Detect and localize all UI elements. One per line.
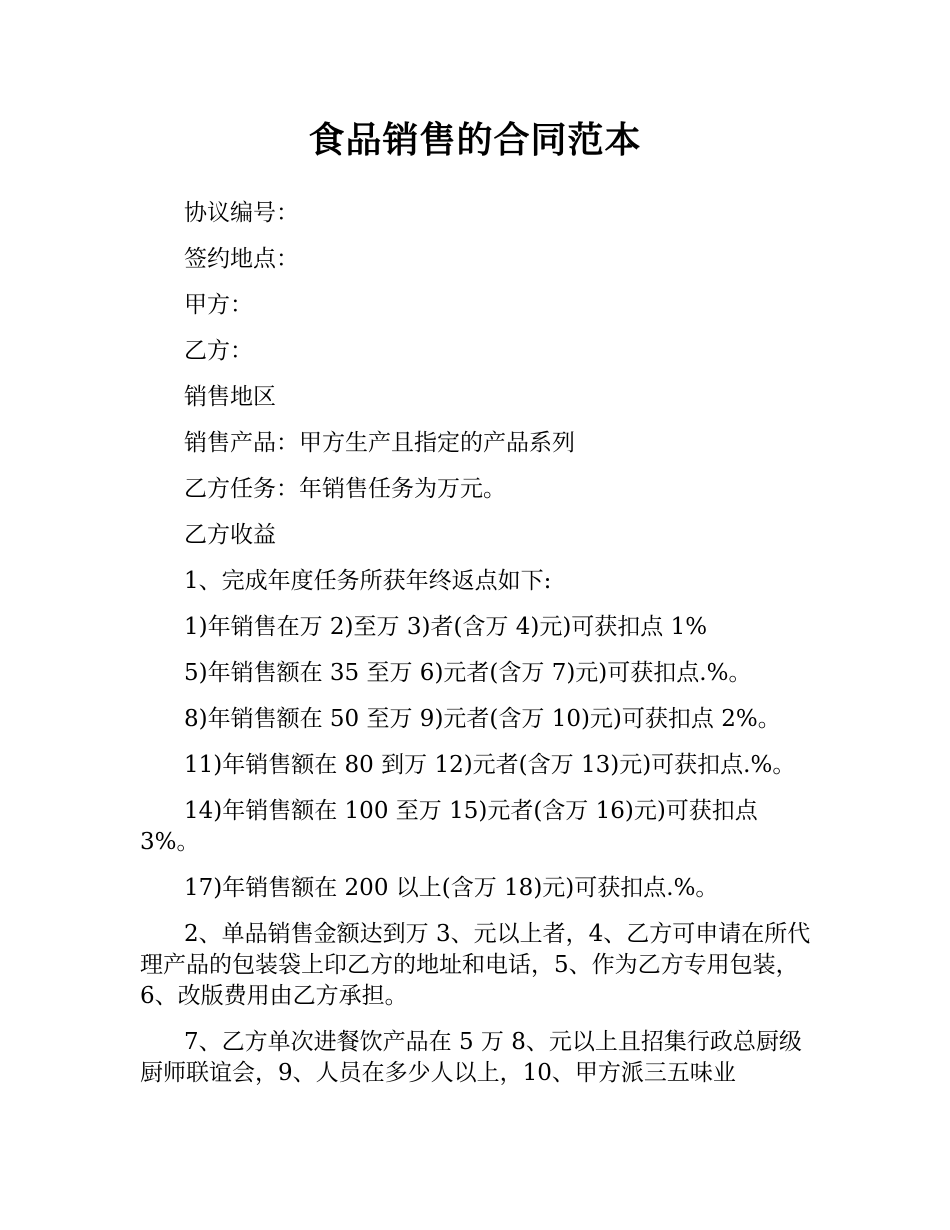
paragraph-party-b-income: 乙方收益 bbox=[184, 522, 276, 548]
paragraph-agreement-number: 协议编号： bbox=[184, 200, 299, 226]
paragraph-catering-clause: 7、乙方单次进餐饮产品在 5 万 8、元以上且招集行政总厨级厨师联谊会，9、人员在多少人以上，10、甲方派三五味业 bbox=[140, 1029, 802, 1086]
paragraph-sales-region: 销售地区 bbox=[184, 384, 276, 410]
document-body bbox=[140, 198, 812, 1104]
paragraph-rebate-tier: 1)年销售在万 2)至万 3)者(含万 4)元)可获扣点 1% bbox=[184, 614, 708, 640]
paragraph-rebate-tier: 17)年销售额在 200 以上(含万 18)元)可获扣点.%。 bbox=[184, 875, 719, 901]
paragraph-sales-products: 销售产品：甲方生产且指定的产品系列 bbox=[184, 430, 575, 456]
paragraph-signing-place: 签约地点： bbox=[184, 246, 299, 272]
paragraph-packaging-clause: 2、单品销售金额达到万 3、元以上者，4、乙方可申请在所代理产品的包装袋上印乙方的地址和电话，5、作为乙方专用包装，6、改版费用由乙方承担。 bbox=[140, 921, 811, 1009]
paragraph-rebate-tier: 5)年销售额在 35 至万 6)元者(含万 7)元)可获扣点.%。 bbox=[184, 660, 752, 686]
paragraph-rebate-tier: 11)年销售额在 80 到万 12)元者(含万 13)元)可获扣点.%。 bbox=[184, 752, 796, 778]
paragraph-party-a: 甲方： bbox=[184, 292, 253, 318]
paragraph-rebate-intro: 1、完成年度任务所获年终返点如下: bbox=[184, 568, 552, 594]
paragraph-party-b-task: 乙方任务：年销售任务为万元。 bbox=[184, 476, 506, 502]
paragraph-rebate-tier: 8)年销售额在 50 至万 9)元者(含万 10)元)可获扣点 2%。 bbox=[184, 706, 781, 732]
paragraph-rebate-tier: 14)年销售额在 100 至万 15)元者(含万 16)元)可获扣点 3%。 bbox=[140, 798, 758, 855]
paragraph-party-b: 乙方： bbox=[184, 338, 253, 364]
document-title: 食品销售的合同范本 bbox=[308, 120, 642, 161]
